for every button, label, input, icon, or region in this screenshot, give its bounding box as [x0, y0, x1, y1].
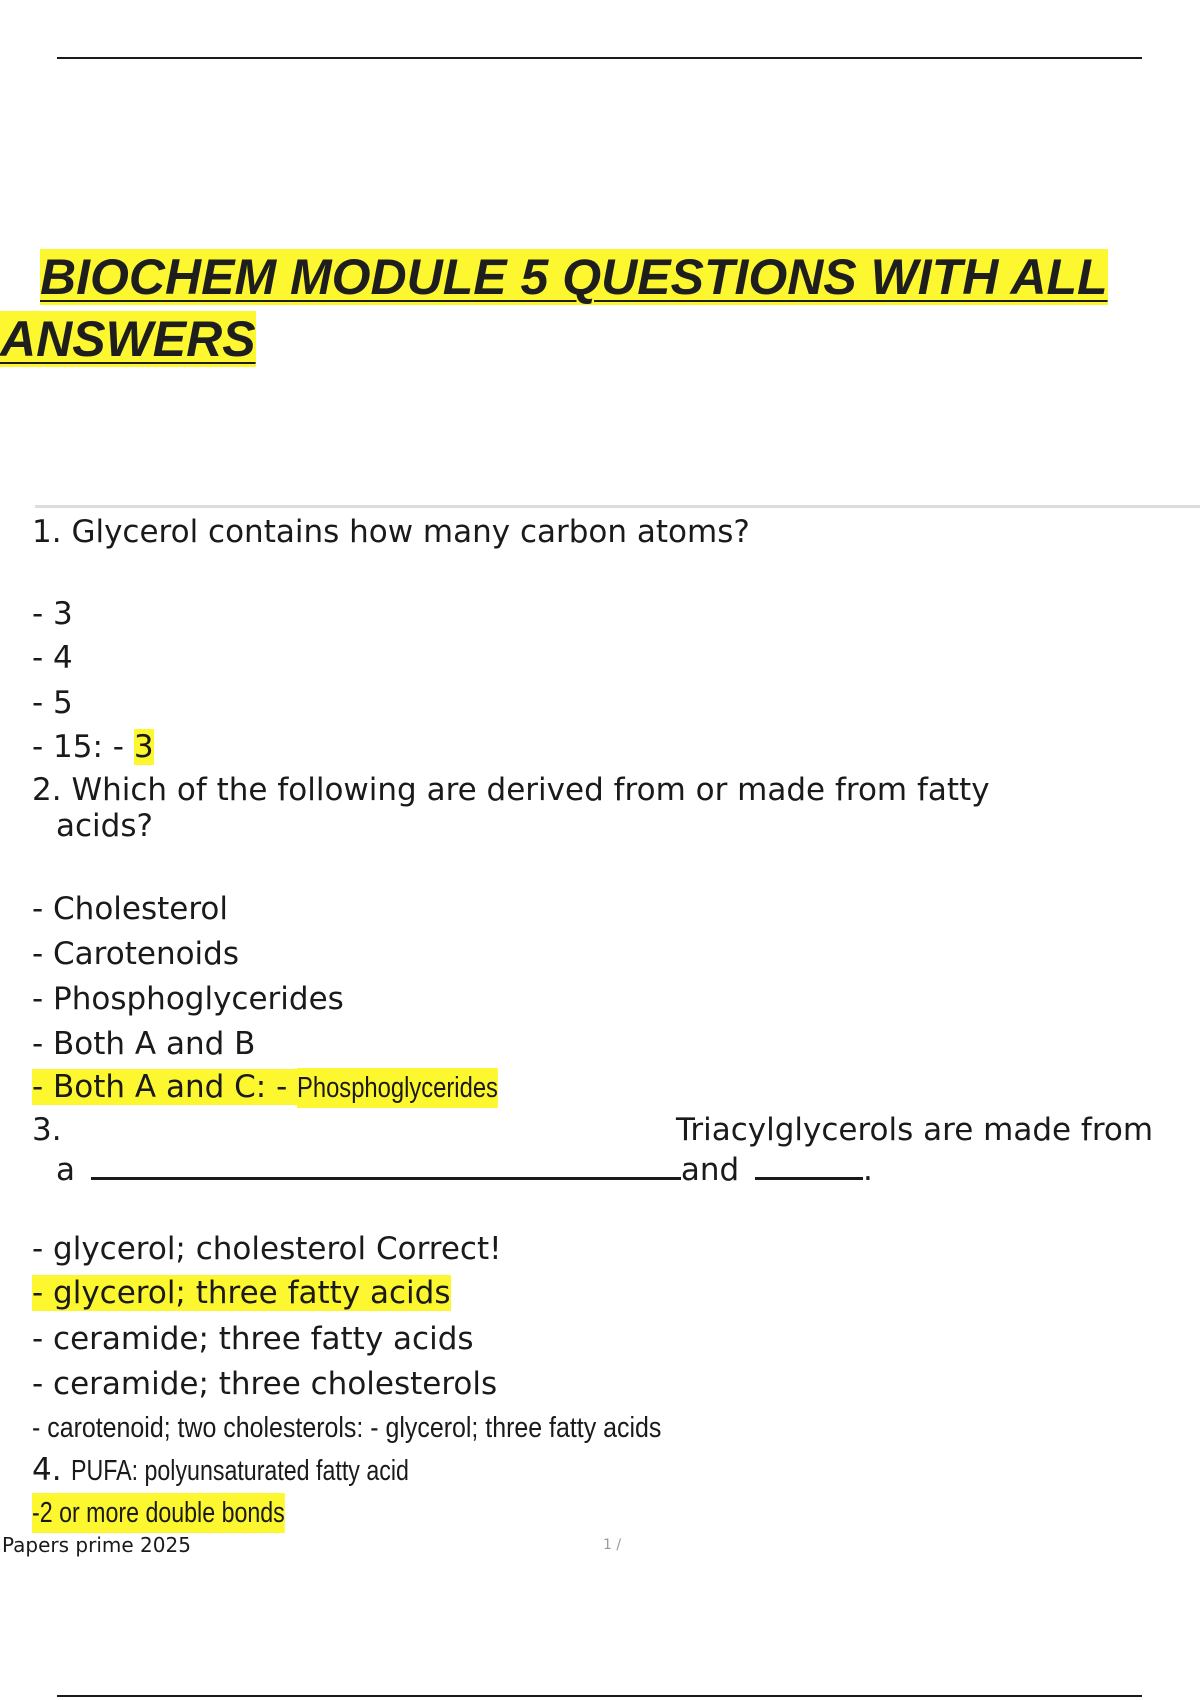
title-line-1: BIOCHEM MODULE 5 QUESTIONS WITH ALL: [40, 249, 1108, 305]
question-2-text-continued: acids?: [56, 808, 153, 844]
page-number: 1 /: [603, 1537, 622, 1553]
question-3-text-and: and: [680, 1152, 740, 1188]
footer-text: Papers prime 2025: [2, 1533, 191, 1557]
question-3-text-a: a: [56, 1152, 75, 1188]
question-1-option: - 4: [32, 640, 73, 676]
question-3-option: - ceramide; three fatty acids: [32, 1321, 474, 1357]
question-3-text: Triacylglycerols are made from: [676, 1112, 1154, 1148]
bottom-rule: [57, 1695, 1142, 1697]
question-2-text: Which of the following are derived from or made from fatty: [71, 772, 990, 808]
question-2: [32, 770, 990, 810]
question-3-text-end: .: [863, 1152, 873, 1188]
question-4-answer: -2 or more double bonds: [32, 1493, 285, 1533]
question-3-option: [32, 1273, 451, 1313]
question-3-correct-option: - glycerol; three fatty acids: [32, 1275, 451, 1311]
question-4: [32, 1450, 494, 1491]
question-1-number: 1.: [32, 514, 62, 550]
title-line-2: ANSWERS: [0, 311, 256, 367]
question-3-answer-line: [32, 1407, 764, 1448]
question-2-number: 2.: [32, 772, 62, 808]
question-3-option: - ceramide; three cholesterols: [32, 1366, 498, 1402]
question-3-text-continued: [32, 1150, 873, 1190]
question-3-option: - glycerol; cholesterol Correct!: [32, 1231, 502, 1267]
question-4-text: PUFA: polyunsaturated fatty acid: [71, 1455, 410, 1487]
question-1-option: - 5: [32, 685, 73, 721]
question-2-option: - Carotenoids: [32, 936, 239, 972]
question-3-blank-1: [91, 1153, 681, 1180]
question-3-number: 3.: [32, 1112, 62, 1148]
question-2-answer: Phosphoglycerides: [297, 1068, 498, 1108]
question-3-blank-2: [755, 1153, 863, 1180]
question-3-answer: - carotenoid; two cholesterols: - glycerol; three fatty acids: [32, 1412, 662, 1444]
section-divider: [35, 505, 1200, 508]
question-2-option: - Phosphoglycerides: [32, 981, 344, 1017]
question-4-number: 4.: [32, 1452, 62, 1488]
question-1: [32, 512, 750, 552]
top-rule: [57, 57, 1142, 59]
question-1-answer-line: [32, 727, 154, 767]
question-1-answer-prefix: - 15: -: [32, 729, 134, 765]
question-1-text: Glycerol contains how many carbon atoms?: [71, 514, 750, 550]
question-1-answer: 3: [133, 729, 154, 765]
question-1-option: - 3: [32, 596, 73, 632]
question-2-answer-option: - Both A and C: -: [32, 1069, 298, 1105]
question-4-answer-line: [32, 1492, 348, 1533]
question-2-option: - Both A and B: [32, 1026, 256, 1062]
question-2-option: - Cholesterol: [32, 891, 229, 927]
question-2-answer-line: [32, 1067, 542, 1108]
document-title: [0, 246, 1200, 370]
